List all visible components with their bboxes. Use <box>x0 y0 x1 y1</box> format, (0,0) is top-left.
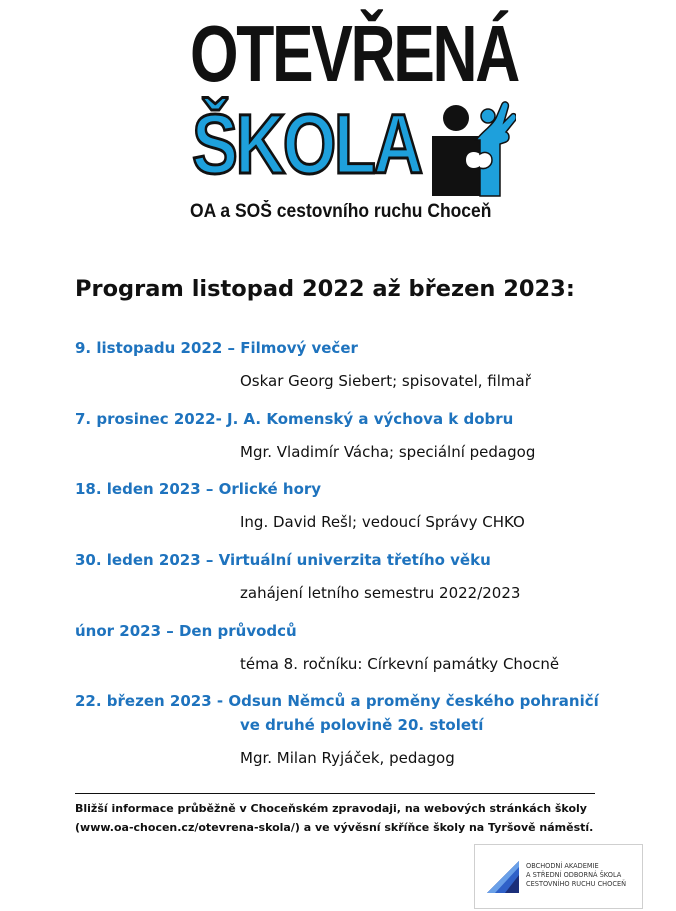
event-speaker: Mgr. Milan Ryjáček, pedagog <box>240 749 455 767</box>
school-logo-icon <box>485 859 521 895</box>
badge-line: CESTOVNÍHO RUCHU CHOCEŇ <box>526 880 627 888</box>
event-item <box>75 336 655 392</box>
event-item <box>75 548 655 604</box>
event-title: 7. prosinec 2022- J. A. Komenský a výchova k dobru <box>75 410 514 428</box>
event-title: 9. listopadu 2022 – Filmový večer <box>75 339 358 357</box>
event-item <box>75 619 655 675</box>
event-speaker: Mgr. Vladimír Vácha; speciální pedagog <box>240 443 536 461</box>
footer-divider <box>75 793 595 794</box>
event-item <box>75 407 655 463</box>
program-title: Program listopad 2022 až březen 2023: <box>75 276 575 302</box>
footer-note <box>75 799 615 837</box>
logo-title-line1: OTEVŘENÁ <box>190 9 518 98</box>
event-speaker: Ing. David Rešl; vedoucí Správy CHKO <box>240 513 525 531</box>
otevrena-skola-logo <box>180 8 520 230</box>
event-item <box>75 689 655 769</box>
footer-note-line2: (www.oa-chocen.cz/otevrena-skola/) a ve vývěsní skříňce školy na Tyršově náměstí. <box>75 821 594 834</box>
badge-line: A STŘEDNÍ ODBORNÁ ŠKOLA <box>526 871 622 879</box>
school-badge <box>474 844 643 909</box>
event-speaker: téma 8. ročníku: Církevní památky Chocně <box>240 655 560 673</box>
event-title: 30. leden 2023 – Virtuální univerzita třetího věku <box>75 551 491 569</box>
event-speaker: Oskar Georg Siebert; spisovatel, filmař <box>240 372 531 390</box>
badge-line: OBCHODNÍ AKADEMIE <box>526 862 599 870</box>
puzzle-people-icon <box>426 96 516 200</box>
school-badge-text <box>526 862 626 889</box>
event-title: 18. leden 2023 – Orlické hory <box>75 480 322 498</box>
logo-title-line2: ŠKOLA <box>192 97 421 191</box>
event-title-line2: ve druhé polovině 20. století <box>240 716 484 734</box>
event-title <box>75 689 655 737</box>
event-title-line1: 22. březen 2023 - Odsun Němců a proměny českého pohraničí <box>75 692 599 710</box>
event-item <box>75 477 655 533</box>
logo-subtitle: OA a SOŠ cestovního ruchu Choceň <box>190 201 492 222</box>
event-title: únor 2023 – Den průvodců <box>75 622 297 640</box>
event-speaker: zahájení letního semestru 2022/2023 <box>240 584 521 602</box>
footer-note-line1: Bližší informace průběžně v Choceňském zpravodaji, na webových stránkách školy <box>75 802 587 815</box>
